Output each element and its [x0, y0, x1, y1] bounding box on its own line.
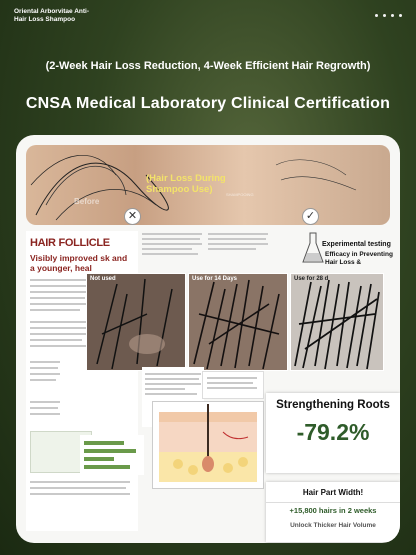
text-line	[30, 345, 88, 347]
before-label: Before	[74, 197, 100, 206]
banner-subtitle: (2-Week Hair Loss Reduction, 4-Week Efficient Hair Regrowth)	[45, 60, 371, 72]
certification-card	[16, 135, 400, 543]
hair-comparison-strip	[26, 145, 390, 225]
dot	[375, 14, 378, 17]
scalp-photo-not-used	[86, 273, 186, 371]
pagination-dots	[375, 14, 402, 17]
shampoo-label: SHAMPOOING	[226, 192, 254, 197]
roots-value: -79.2%	[296, 419, 370, 445]
text-line	[30, 413, 60, 415]
brand-line-1: Oriental Arborvitae Anti-	[14, 8, 90, 15]
text-line	[30, 407, 58, 409]
text-line	[30, 367, 58, 369]
experiment-subtitle: Efficacy in Preventing Hair Loss &	[325, 251, 393, 266]
part-note: Unlock Thicker Hair Volume	[290, 522, 376, 529]
text-line	[30, 285, 88, 287]
text-line	[30, 309, 80, 311]
hair-part-panel	[266, 482, 400, 542]
brand-line-2: Hair Loss Shampoo	[14, 16, 76, 23]
scalp-photo-14-days	[188, 273, 288, 371]
text-line	[30, 401, 60, 403]
text-line	[30, 361, 60, 363]
part-value: +15,800 hairs in 2 weeks	[289, 506, 377, 515]
document-subtitle: Visibly improved sk and a younger, heal	[30, 253, 128, 273]
check-icon: ✓	[302, 208, 319, 225]
dot	[383, 14, 386, 17]
divider	[266, 502, 400, 503]
banner-title: CNSA Medical Laboratory Clinical Certification	[25, 95, 391, 112]
text-line	[30, 333, 90, 335]
text-line	[30, 303, 90, 305]
text-line	[30, 493, 130, 495]
flask-icon	[302, 231, 324, 265]
text-line	[30, 379, 56, 381]
text-line	[30, 339, 82, 341]
text-line	[30, 297, 85, 299]
text-line	[30, 373, 60, 375]
brand-name	[14, 8, 89, 24]
strengthening-roots-panel	[266, 393, 400, 473]
dot	[391, 14, 394, 17]
paper-text-block	[208, 233, 270, 269]
skin-structure-diagram	[152, 401, 264, 489]
photo-label: Not used	[90, 276, 116, 282]
during-use-label: (Hair Loss During Shampoo Use)	[146, 173, 226, 195]
scalp-photo-28-days	[290, 273, 384, 371]
part-title: Hair Part Width!	[302, 488, 364, 497]
photo-label: Use for 14 Days	[192, 276, 238, 282]
roots-title: Strengthening Roots	[276, 399, 390, 411]
cross-icon: ✕	[124, 208, 141, 225]
photo-label: Use for 28 d	[294, 276, 329, 282]
paper-page	[202, 371, 264, 399]
experiment-title: Experimental testing	[322, 241, 391, 248]
text-line	[30, 291, 90, 293]
dot	[399, 14, 402, 17]
text-line	[30, 321, 90, 323]
text-line	[30, 279, 90, 281]
text-line	[30, 487, 126, 489]
document-title: HAIR FOLLICLE	[30, 237, 110, 249]
paper-text-block	[142, 233, 204, 269]
results-chart	[80, 435, 144, 475]
text-line	[30, 327, 86, 329]
text-line	[30, 481, 130, 483]
